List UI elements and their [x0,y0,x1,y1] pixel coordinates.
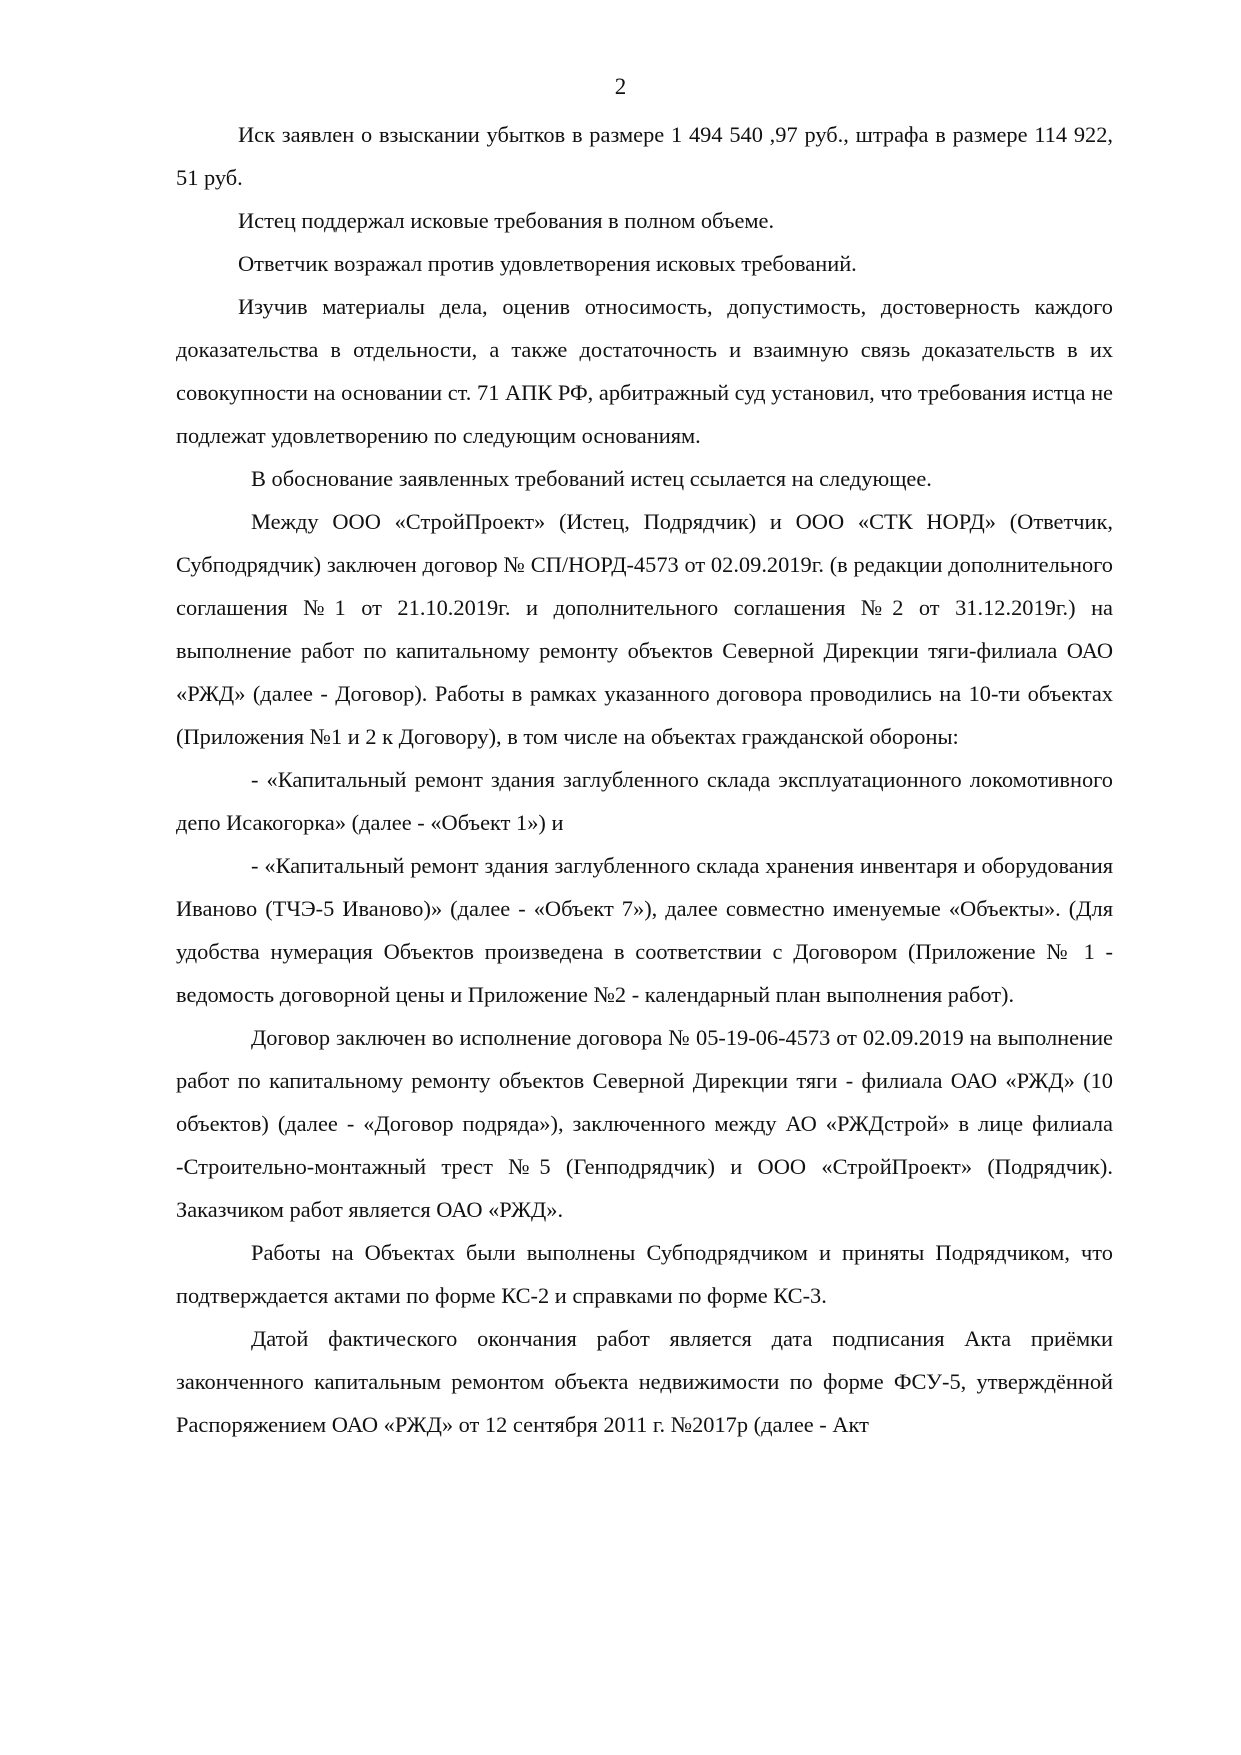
paragraph-plaintiff-position: Истец поддержал исковые требования в полном объеме. [238,208,775,233]
paragraph-grounds-intro: В обоснование заявленных требований истец ссылается на следующее. [251,466,932,491]
list-item-object-1: - «Капитальный ремонт здания заглубленного склада эксплуатационного локомотивного депо Исакогорка» (далее - «Объект 1») и [176,767,1113,835]
paragraph-defendant-position: Ответчик возражал против удовлетворения исковых требований. [238,251,857,276]
list-item-object-7: - «Капитальный ремонт здания заглубленного склада хранения инвентаря и оборудования Иваново (ТЧЭ-5 Иваново)» (далее - «Объект 7»), далее совместно именуемые «Объекты». (Для удобства нумерация Объектов произведена в соответствии с Договором (Приложение № 1 - ведомость договорной цены и Приложение №2 - календарный план выполнения работ). [176,853,1113,1007]
paragraph-claim: Иск заявлен о взыскании убытков в размере 1 494 540 ,97 руб., штрафа в размере 114 922, 51 руб. [176,122,1113,190]
paragraph-contract: Между ООО «СтройПроект» (Истец, Подрядчик) и ООО «СТК НОРД» (Ответчик, Субподрядчик) заключен договор № СП/НОРД-4573 от 02.09.2019г. (в редакции дополнительного соглашения №1 от 21.10.2019г. и дополнительного соглашения №2 от 31.12.2019г.) на выполнение работ по капитальному ремонту объектов Северной Дирекции тяги-филиала ОАО «РЖД» (далее - Договор). Работы в рамках указанного договора проводились на 10-ти объектах (Приложения №1 и 2 к Договору), в том числе на объектах гражданской обороны: [176,509,1113,749]
paragraph-general-contract: Договор заключен во исполнение договора № 05-19-06-4573 от 02.09.2019 на выполнение работ по капитальному ремонту объектов Северной Дирекции тяги - филиала ОАО «РЖД» (10 объектов) (далее - «Договор подряда»), заключенного между АО «РЖДстрой» в лице филиала -Строительно-монтажный трест №5 (Генподрядчик) и ООО «СтройПроект» (Подрядчик). Заказчиком работ является ОАО «РЖД». [176,1025,1113,1222]
paragraph-works-accepted: Работы на Объектах были выполнены Субподрядчиком и приняты Подрядчиком, что подтверждается актами по форме КС-2 и справками по форме КС-3. [176,1240,1113,1308]
paragraph-completion-date: Датой фактического окончания работ является дата подписания Акта приёмки законченного капитальным ремонтом объекта недвижимости по форме ФСУ-5, утверждённой Распоряжением ОАО «РЖД» от 12 сентября 2011 г. №2017р (далее - Акт [176,1326,1113,1437]
page-number: 2 [614,74,627,99]
paragraph-court-findings: Изучив материалы дела, оценив относимость, допустимость, достоверность каждого доказательства в отдельности, а также достаточность и взаимную связь доказательств в их совокупности на основании ст. 71 АПК РФ, арбитражный суд установил, что требования истца не подлежат удовлетворению по следующим основаниям. [176,294,1113,448]
document-body [176,113,1113,1446]
